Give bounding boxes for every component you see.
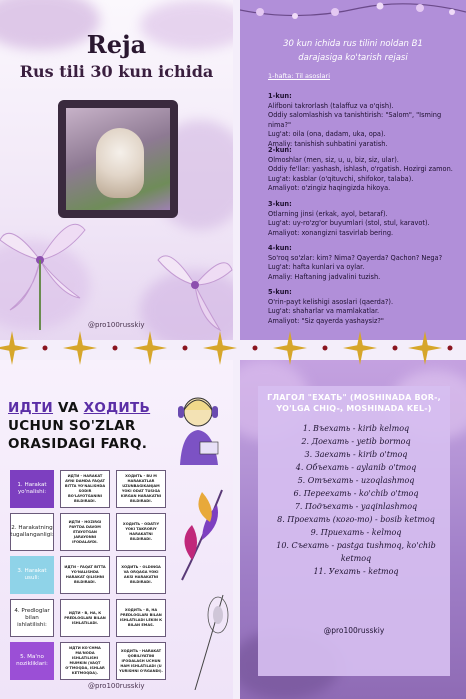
author-credit: @pro100russkiy [323,626,385,635]
plan-cover-panel [0,0,233,340]
plan-line: Amaliy: Haftaning jadvalini tuzish. [268,272,381,281]
plan-line: Lug'at: kasblar (o'qituvchi, shifokor, talaba). [268,174,414,183]
day-heading: 5-kun: [268,288,292,296]
row-label: 5. Ma'no nozikliklari: [10,642,54,680]
page-title: Reja [86,30,147,59]
plan-line: Oddiy salomlashish va tanishtirish: "Salom", "Isming nima?" [268,111,442,129]
verb-item: 9. Приехать - kelmoq [310,528,402,537]
author-credit: @pro100russkiy [88,321,145,329]
plan-line: Amaliy: tanishish suhbatini yaratish. [268,139,388,148]
plan-line: O'rin-payt kelishigi asoslari (qaerda?). [268,297,394,306]
plan-heading: darajasiga ko'tarish rejasi [298,53,408,63]
gold-star-icon [0,331,29,365]
title-word: ИДТИ [8,400,54,416]
plan-line: Oddiy fe'llar: yashash, ishlash, o'rgatish. Hozirgi zamon. [268,165,453,174]
verb-item: 10. Съехать - pastga tushmoq, ko'chib ketmoq [276,541,436,563]
verb-item: 5. Отъехать - uzoqlashmoq [297,476,415,485]
idti-cell: ИДТИ - HOZIRGI PAYTDA DAVOM ETAYOTGAN JARAYONNI IFODALAYDI. [60,513,110,551]
khodit-cell: ХОДИТЬ - OLDINGA VA ORQAGA YOKI AKSI HARAKATNI BILDIRADI. [116,556,166,594]
verb-card [258,386,450,676]
plan-line: Amaliyot: "Siz qayerda yashaysiz?" [268,316,384,325]
title-word: VA [58,400,79,416]
idti-cell: ИДТИ - В, НА, К PREDLOGLARI BILAN ISHLATILADI. [60,599,110,637]
peacock-feather-icon [185,590,230,690]
verb-item: 7. Подъехать - yaqinlashmoq [294,502,418,511]
page-subtitle: Rus tili 30 kun ichida [19,62,214,81]
feather-decoration-icon [172,480,232,590]
card-title: ГЛАГОЛ "ЕХАТЬ" (MOSHINADA BOR-, [267,393,441,402]
comparison-title-line2: UCHUN SO'ZLAR [8,418,136,434]
gold-star-icon [133,331,167,365]
day-heading: 3-kun: [268,200,292,208]
plan-heading: 30 kun ichida rus tilini noldan B1 [283,39,423,49]
plan-day-2 [268,146,464,194]
verb-item: 11. Уехать - ketmoq [313,567,399,576]
gold-star-icon [343,331,377,365]
author-credit: @pro100russkiy [88,682,145,690]
floral-garland-icon [240,0,466,28]
row-label: 2. Harakatning tugallanganligi: [10,513,54,551]
gold-star-icon [273,331,307,365]
plan-line: Lug'at: shaharlar va mamlakatlar. [268,307,380,316]
plan-line: Lug'at: uy-ro'zg'or buyumlari (stol, stul, karavot). [268,219,430,228]
cat-photo [96,128,144,198]
title-word: ХОДИТЬ [83,400,151,416]
study-plan-panel [240,0,466,340]
khodit-cell: ХОДИТЬ - BU M HARAKATLAR UZUNBAGIKANJAM YOKI ODAT TUSIGA KIRGAN HARAKATNI BILDIRADI. [116,470,166,508]
plan-line: Otlarning jinsi (erkak, ayol, betaraf). [268,209,388,218]
plan-line: Lug'at: hafta kunlari va oylar. [268,263,365,272]
plan-day-4 [268,244,464,282]
comparison-row [10,642,168,680]
idti-cell: ИДТИ - FAQAT BITTA YO'NALISHDA HARAKAT QILISHNI BILDIRADI. [60,556,110,594]
verb-item: 1. Въехать - kirib kelmoq [302,424,410,433]
verb-item: 4. Объехать - aylanib o'tmoq [295,463,417,472]
verb-item: 3. Заехать - kirib o'tmoq [304,450,408,459]
day-heading: 2-kun: [268,146,292,154]
khodit-cell: ХОДИТЬ - ODATIY YOKI TAKRORIY HARAKATNI BILDIRADI. [116,513,166,551]
idti-cell: ИДТИ - HARAKAT AYNI DAMDA FAQAT BITTA YO'NALISHDA SODIR BO'LAYOTGANINI BILDIRADI. [60,470,110,508]
plan-line: So'roq so'zlar: kim? Nima? Qayerda? Qachon? Nega? [268,253,443,262]
verb-item: 6. Переехать - ko'chib o'tmoq [293,489,419,498]
row-label: 3. Harakat usuli: [10,556,54,594]
comparison-row [10,470,168,508]
comparison-row [10,513,168,551]
comparison-row [10,556,168,594]
gold-star-icon [63,331,97,365]
comparison-row [10,599,168,637]
idti-cell: ИДТИ KO'CHMA MA'NODA ISHLATILISHI MUMKIN (VAQT O'TMOQDA, ISHLAR KETMOQDA). [60,642,110,680]
plan-line: Olmoshlar (men, siz, u, u, biz, siz, ular). [268,155,399,164]
day-heading: 4-kun: [268,244,292,252]
student-illustration-icon [170,390,230,465]
verb-item: 8. Проехать (кого-то) - bosib ketmoq [277,515,435,524]
khodit-cell: ХОДИТЬ - HARAKAT QOBILIYATINI IFODALASH UCHUN HAM ISHLATILADI (U YURISHNI O'RGANDI). [116,642,166,680]
comparison-title-line1 [8,400,150,416]
gold-star-icon [408,331,442,365]
gold-star-icon [203,331,237,365]
plan-day-3 [268,200,464,238]
day-heading: 1-kun: [268,92,292,100]
khodit-cell: ХОДИТЬ - В, НА PREDLOGLARI BILAN ISHLATILADI LEKIN К BILAN EMAS. [116,599,166,637]
plan-day-1 [268,92,464,150]
divider-dots [43,346,453,351]
verb-list [268,422,444,578]
cat-photo-frame [58,100,178,218]
plan-line: Lug'at: oila (ona, dadam, uka, opa). [268,130,386,139]
verb-yekhat-panel [240,360,466,699]
week-label: 1-hafta: Til asoslari [268,72,330,80]
star-divider [0,322,466,368]
row-label: 4. Predloglar bilan ishlatilishi: [10,599,54,637]
card-title: YO'LGA CHIQ-, MOSHINADA KEL-) [276,404,432,413]
plan-line: Amaliyot: o'zingiz haqingizda hikoya. [268,184,391,193]
row-label: 1. Harakat yo'nalishi: [10,470,54,508]
verb-item: 2. Доехать - yetib bormoq [301,437,411,446]
plan-day-5 [268,288,464,326]
verb-comparison-panel [0,360,233,699]
plan-line: Alifboni takrorlash (talaffuz va o'qish). [268,101,394,110]
plan-line: Amaliyot: xonangizni tasvirlab bering. [268,228,394,237]
comparison-title-line3: ORASIDAGI FARQ. [8,436,148,452]
